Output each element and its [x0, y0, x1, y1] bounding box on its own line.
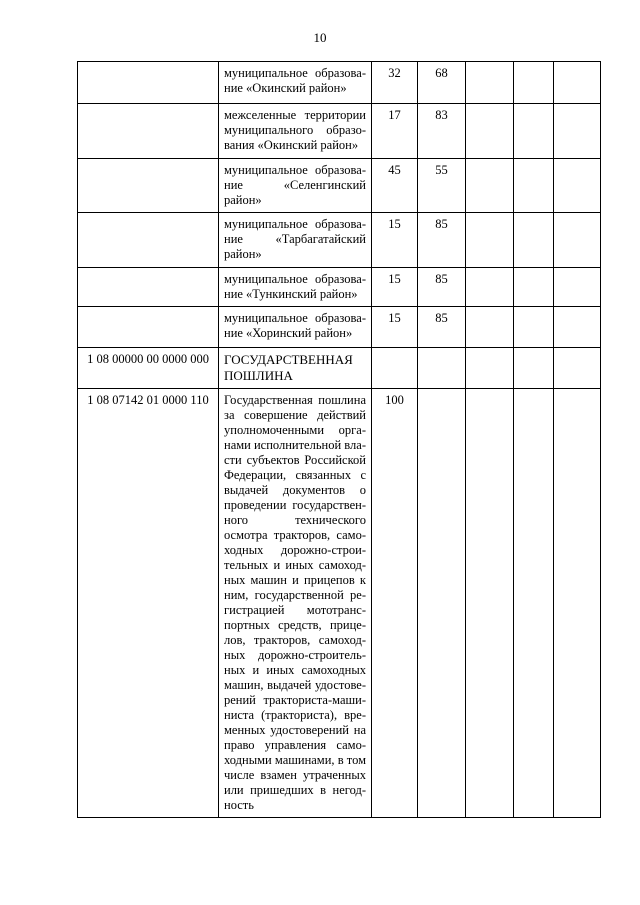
revenue-distribution-table	[77, 61, 601, 818]
kbk-code-cell: 1 08 00000 00 0000 000	[78, 348, 219, 389]
empty-cell	[466, 389, 514, 818]
table-row	[78, 389, 601, 818]
empty-cell	[554, 104, 601, 159]
description-cell: муниципальное образование «Тарбагатайский район»	[219, 213, 372, 268]
empty-cell	[466, 213, 514, 268]
kbk-code-cell	[78, 268, 219, 307]
empty-cell	[514, 389, 554, 818]
share-cell	[418, 389, 466, 818]
empty-cell	[554, 389, 601, 818]
description-cell: муниципальное образование «Окинский район»	[219, 62, 372, 104]
empty-cell	[466, 159, 514, 213]
description-cell: муниципальное образование «Хоринский район»	[219, 307, 372, 348]
table-row	[78, 213, 601, 268]
table-row	[78, 104, 601, 159]
empty-cell	[514, 268, 554, 307]
empty-cell	[554, 62, 601, 104]
description-cell: муниципальное образование «Тункинский район»	[219, 268, 372, 307]
empty-cell	[466, 104, 514, 159]
empty-cell	[514, 62, 554, 104]
description-cell: Государственная пошлина за совершение действий уполномоченными органами исполнительной власти субъектов Российской Федерации, связанных с выдачей документов о проведении государственного технического осмотра тракторов, самоходных дорожно-строительных и иных самоходных машин и прицепов к ним, государственной регистрацией мототранспортных средств, прицелов, тракторов, самоходных дорожно-строительных и иных самоходных машин, выдачей удостоверений тракториста-машиниста (тракториста), временных удостоверений на право управления самоходными машинами, в том числе взамен утраченных или пришедших в негодность	[219, 389, 372, 818]
kbk-code-cell	[78, 159, 219, 213]
share-cell: 55	[418, 159, 466, 213]
section-title-cell: ГОСУДАРСТВЕННАЯ ПОШЛИНА	[219, 348, 372, 389]
table-row	[78, 348, 601, 389]
table-row	[78, 159, 601, 213]
table-row	[78, 307, 601, 348]
kbk-code-cell	[78, 104, 219, 159]
share-cell: 85	[418, 268, 466, 307]
table-row	[78, 62, 601, 104]
share-cell: 85	[418, 307, 466, 348]
empty-cell	[466, 307, 514, 348]
share-cell	[418, 348, 466, 389]
share-cell: 83	[418, 104, 466, 159]
kbk-code-cell: 1 08 07142 01 0000 110	[78, 389, 219, 818]
kbk-code-cell	[78, 62, 219, 104]
empty-cell	[554, 307, 601, 348]
empty-cell	[554, 268, 601, 307]
share-cell: 32	[372, 62, 418, 104]
empty-cell	[466, 268, 514, 307]
share-cell: 15	[372, 213, 418, 268]
page-number: 10	[313, 30, 327, 45]
share-cell: 85	[418, 213, 466, 268]
share-cell: 15	[372, 307, 418, 348]
kbk-code-cell	[78, 213, 219, 268]
empty-cell	[466, 348, 514, 389]
empty-cell	[554, 213, 601, 268]
kbk-code-cell	[78, 307, 219, 348]
table-row	[78, 268, 601, 307]
empty-cell	[466, 62, 514, 104]
share-cell: 17	[372, 104, 418, 159]
empty-cell	[514, 213, 554, 268]
empty-cell	[514, 159, 554, 213]
share-cell: 100	[372, 389, 418, 818]
description-cell: муниципальное образование «Селенгинский район»	[219, 159, 372, 213]
share-cell	[372, 348, 418, 389]
share-cell: 45	[372, 159, 418, 213]
empty-cell	[514, 307, 554, 348]
empty-cell	[514, 348, 554, 389]
empty-cell	[554, 348, 601, 389]
description-cell: межселенные территории муниципального образования «Окинский район»	[219, 104, 372, 159]
empty-cell	[514, 104, 554, 159]
empty-cell	[554, 159, 601, 213]
share-cell: 68	[418, 62, 466, 104]
share-cell: 15	[372, 268, 418, 307]
